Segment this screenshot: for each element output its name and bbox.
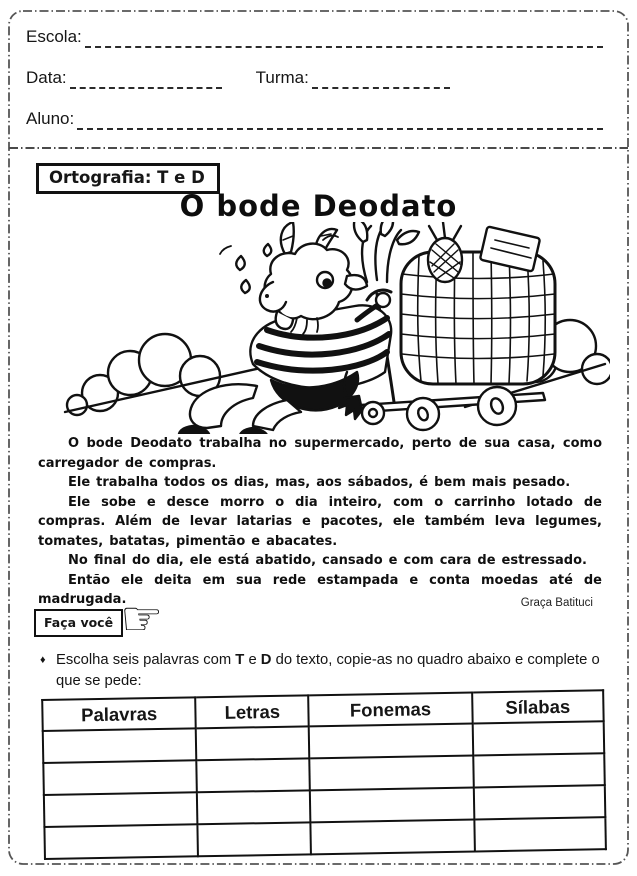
column-header-letras: Letras [196, 695, 309, 728]
date-blank-line[interactable] [70, 71, 222, 89]
empty-cell[interactable] [43, 760, 197, 795]
empty-cell[interactable] [43, 728, 197, 763]
author-credit: Graça Batituci [520, 597, 593, 609]
class-blank-line[interactable] [312, 71, 450, 89]
student-header [26, 24, 603, 147]
school-blank-line[interactable] [85, 30, 603, 48]
school-row [26, 24, 603, 48]
student-blank-line[interactable] [77, 112, 603, 130]
empty-cell[interactable] [197, 790, 311, 824]
empty-cell[interactable] [473, 753, 605, 787]
table-body [43, 721, 606, 859]
story-paragraph: No final do dia, ele está abatido, cansado e com cara de estressado. [68, 553, 587, 568]
column-header-silabas: Sílabas [472, 690, 604, 723]
page-title: O bode Deodato [179, 189, 458, 223]
activity-table-wrap [41, 689, 607, 860]
date-label: Data: [26, 68, 67, 87]
story-paragraph: Então ele deita em sua rede estampada e conta moedas até de madrugada. [38, 572, 602, 607]
exercise-instruction [40, 650, 602, 692]
empty-cell[interactable] [44, 792, 198, 827]
empty-cell[interactable] [472, 721, 604, 755]
empty-cell[interactable] [310, 787, 474, 822]
story-text [38, 434, 602, 610]
student-label: Aluno: [26, 109, 75, 128]
empty-cell[interactable] [44, 824, 198, 859]
story-paragraph: O bode Deodato trabalha no supermercado, perto de sua casa, como carregador de compras. [38, 436, 602, 471]
story-paragraph: Ele sobe e desce morro o dia inteiro, com o carrinho lotado de compras. Além de levar latarias e pacotes, ele também leva legumes, tomates, batatas, pimentão e abacates. [38, 494, 602, 549]
pointing-hand-icon: ☞ [120, 593, 164, 646]
student-row [26, 106, 603, 130]
empty-cell[interactable] [311, 819, 475, 854]
column-header-palavras: Palavras [42, 697, 196, 731]
empty-cell[interactable] [198, 822, 312, 856]
school-label: Escola: [26, 27, 82, 46]
goat-cart-illustration [25, 222, 610, 434]
empty-cell[interactable] [474, 785, 606, 819]
goat [179, 222, 391, 434]
story-paragraph: Ele trabalha todos os dias, mas, aos sábados, é bem mais pesado. [68, 475, 571, 490]
empty-cell[interactable] [197, 758, 311, 792]
empty-cell[interactable] [309, 724, 473, 759]
date-class-row [26, 65, 603, 89]
column-header-fonemas: Fonemas [309, 693, 473, 727]
class-label: Turma: [255, 68, 309, 87]
empty-cell[interactable] [196, 726, 310, 760]
faca-voce-stamp [34, 593, 164, 646]
empty-cell[interactable] [310, 755, 474, 790]
diamond-bullet-icon: ♦ [40, 654, 46, 666]
empty-cell[interactable] [474, 817, 606, 851]
activity-table [41, 689, 607, 860]
instruction-text: Escolha seis palavras com T e D do texto, copie-as no quadro abaixo e complete o que se pede: [56, 652, 600, 689]
faca-voce-label: Faça você [34, 609, 123, 637]
topic-box: Ortografia: T e D [36, 163, 220, 194]
